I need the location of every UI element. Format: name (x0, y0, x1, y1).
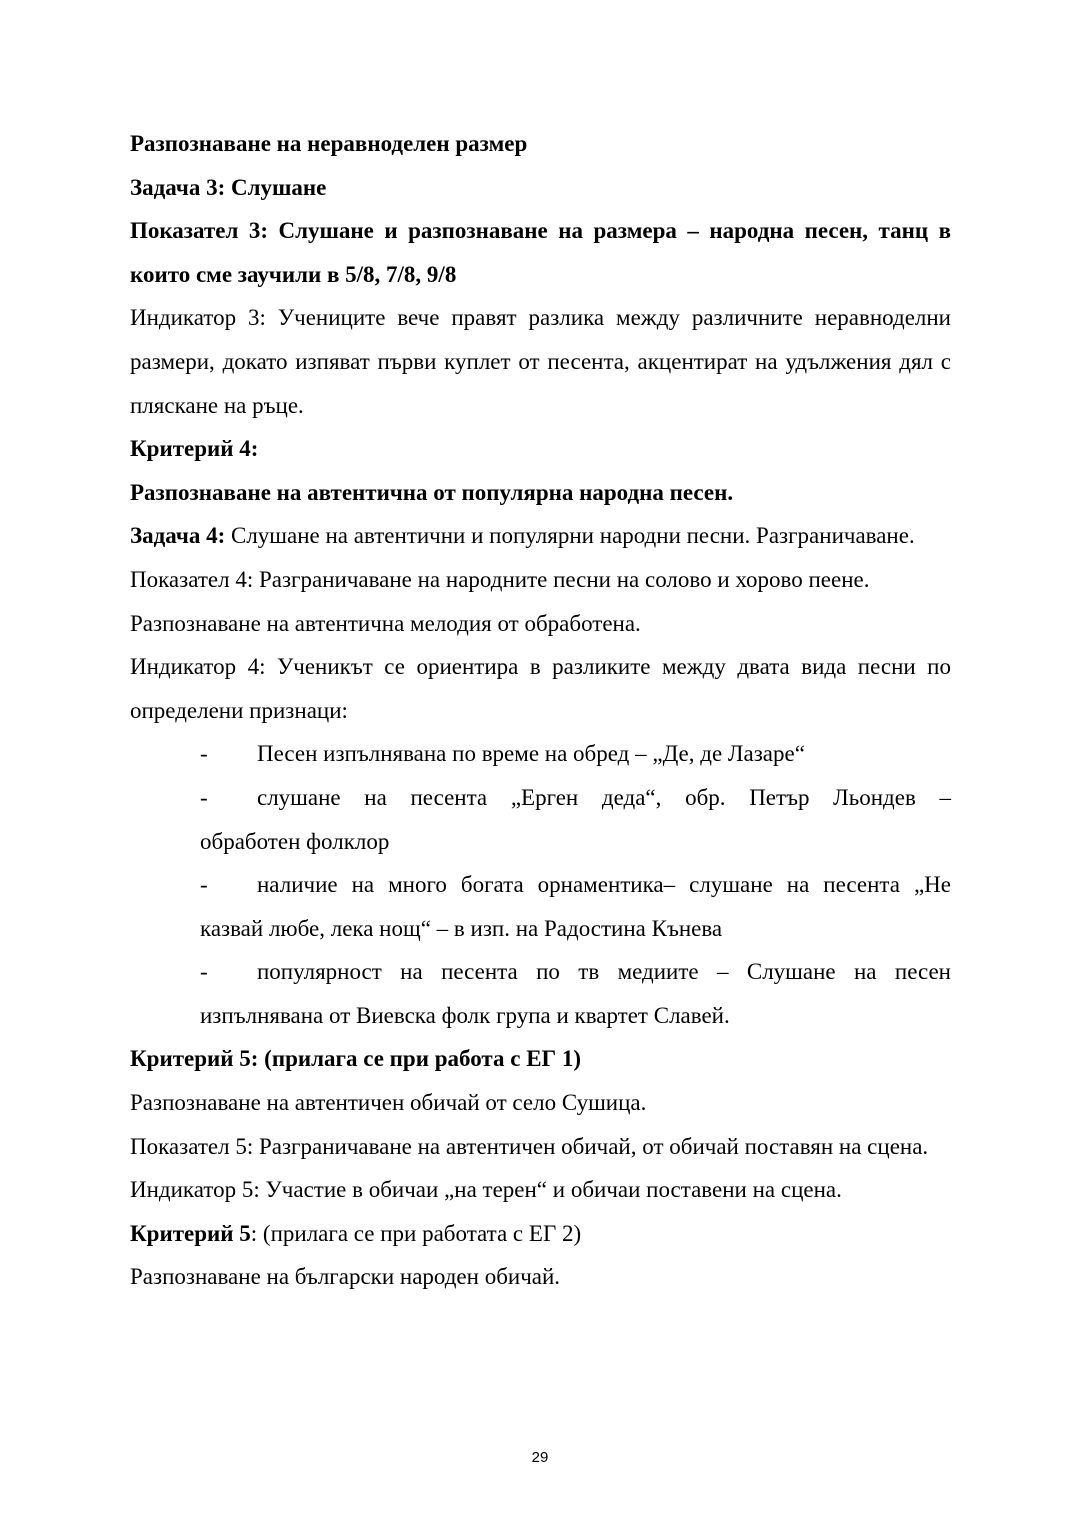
list-item-continuation: изпълнявана от Виевска фолк група и квартет Славей. (200, 1002, 730, 1028)
task-3: Задача 3: Слушане (130, 174, 327, 200)
criterion-5-eg1: Критерий 5: (прилага се при работа с ЕГ 1) (130, 1046, 582, 1072)
list-item (130, 863, 951, 950)
list-item-continuation: казвай любе, лека нощ“ – в изп. на Радостина Кънева (200, 915, 723, 941)
list-item-text: слушане на песента „Ерген деда“, обр. Петър Льондев – (257, 784, 951, 810)
task-4-text: Слушане на автентични и популярни народни песни. Разграничаване. (225, 523, 915, 549)
page-content (130, 122, 951, 1299)
criterion-4: Критерий 4: (130, 436, 259, 462)
measure-4-line-1: Показател 4: Разграничаване на народните песни на солово и хорово пеене. (130, 566, 870, 592)
criterion-5-eg2-body: Разпознаване на български народен обичай. (130, 1264, 561, 1290)
criterion-5-eg2-text: : (прилага се при работата с ЕГ 2) (250, 1220, 582, 1246)
criterion-5-eg2 (130, 1212, 951, 1256)
indicator-3-text: Индикатор 3: Учениците вече правят разлика между различните неравноделни размери, докато изпяват първи куплет от песента, акцентират на удължения дял с пляскане на ръце. (130, 305, 951, 418)
list-dash: - (200, 959, 208, 985)
task-4 (130, 514, 951, 558)
indicator-4: Индикатор 4: Ученикът се ориентира в разликите между двата вида песни по определени признаци: (130, 654, 951, 723)
list-item-text: наличие на много богата орнаментика– слушане на песента „Не (257, 872, 951, 898)
measure-4-line-2: Разпознаване на автентична мелодия от обработена. (130, 610, 641, 636)
indicator-5: Индикатор 5: Участие в обичаи „на терен“ и обичаи поставени на сцена. (130, 1177, 842, 1203)
page-number: 29 (531, 1449, 549, 1466)
heading-recognition-meter: Разпознаване на неравноделен размер (130, 131, 528, 156)
list-dash: - (200, 784, 208, 810)
list-dash: - (200, 741, 208, 767)
list-item (130, 776, 951, 863)
list-item (130, 732, 951, 776)
list-item (130, 950, 951, 1037)
indicator-3-title: Показател 3: Слушане и разпознаване на размера – народна песен, танц в които сме заучили в 5/8, 7/8, 9/8 (130, 218, 951, 287)
criterion-4-title: Разпознаване на автентична от популярна народна песен. (130, 479, 734, 505)
list-dash: - (200, 872, 208, 898)
list-item-text: Песен изпълнявана по време на обред – „Де, де Лазаре“ (257, 741, 805, 767)
measure-5: Показател 5: Разграничаване на автентичен обичай, от обичай поставян на сцена. (130, 1133, 929, 1159)
list-item-text: популярност на песента по тв медиите – Слушане на песен (257, 959, 951, 985)
criterion-5-eg2-label: Критерий 5 (130, 1220, 251, 1246)
task-4-label: Задача 4: (130, 523, 226, 549)
list-item-continuation: обработен фолклор (200, 828, 390, 854)
criterion-5-eg1-text: Разпознаване на автентичен обичай от село Сушица. (130, 1090, 647, 1116)
